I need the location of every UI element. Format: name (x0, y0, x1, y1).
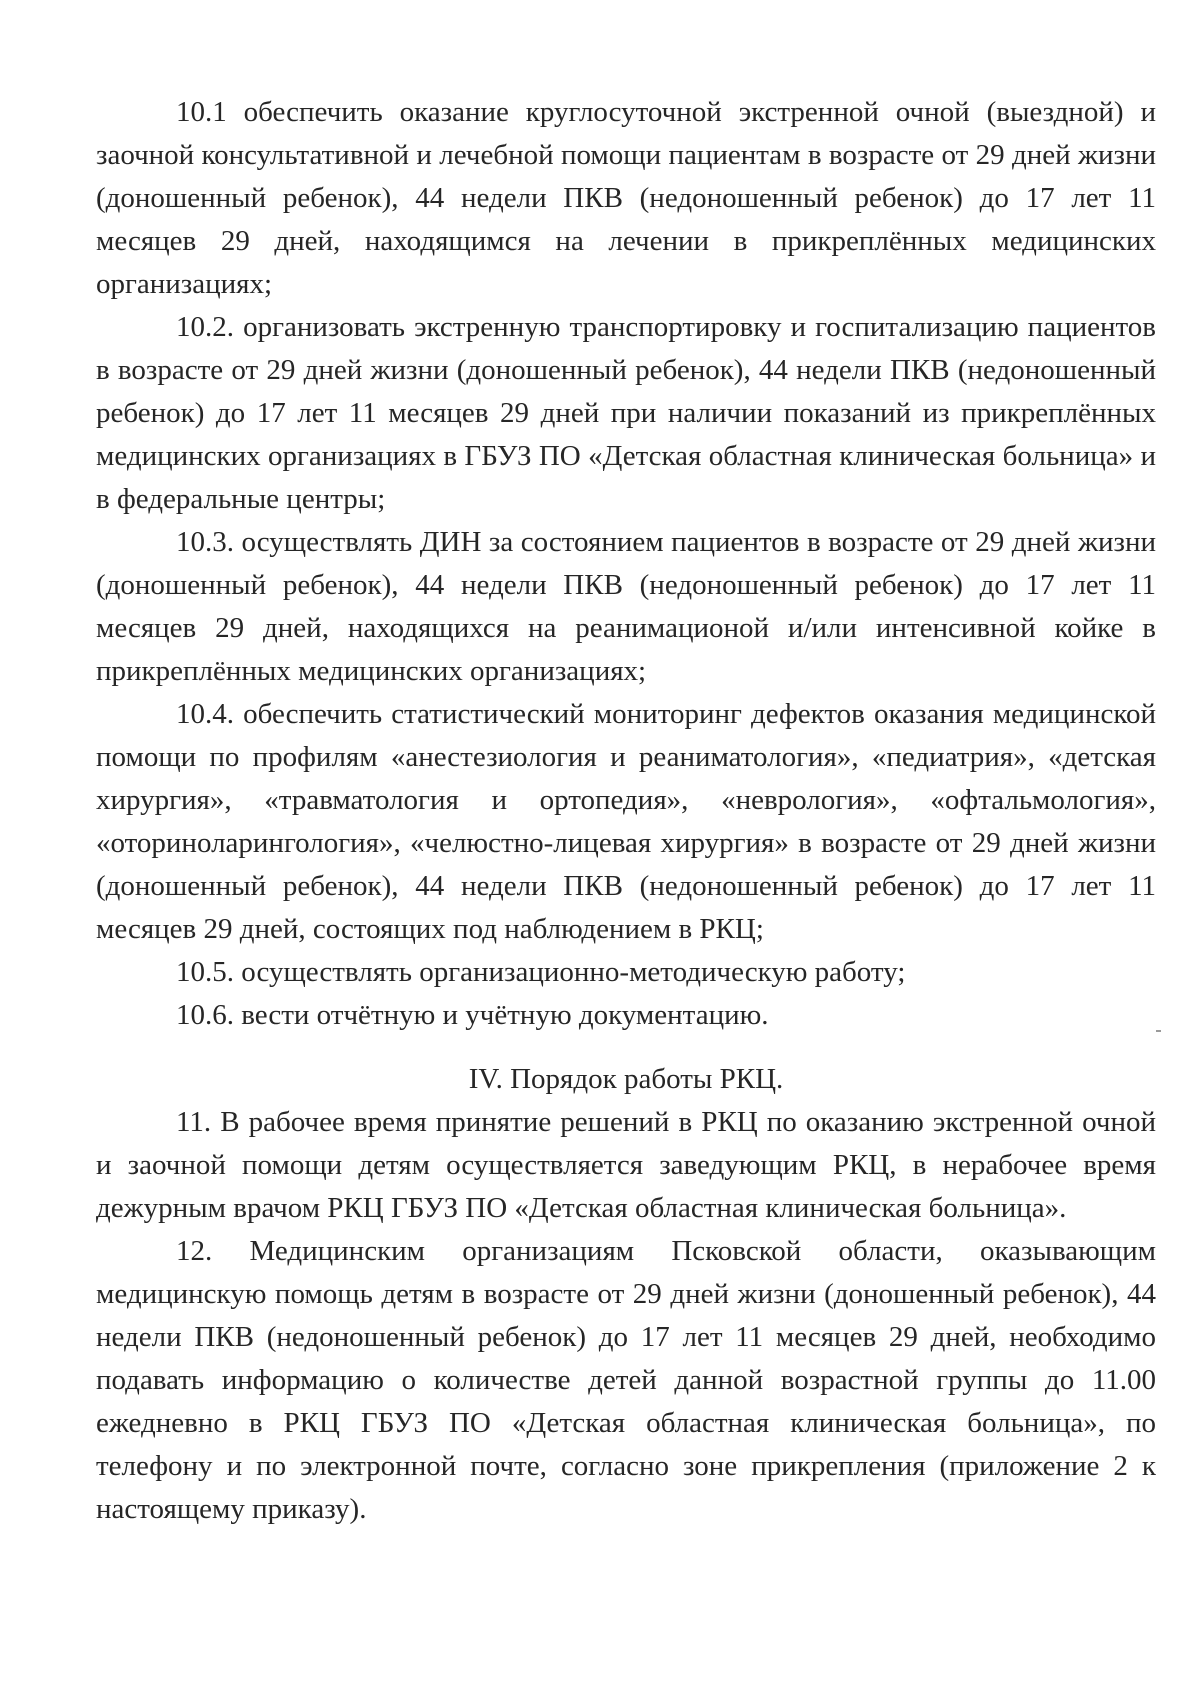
paragraph-10-1: 10.1 обеспечить оказание круглосуточной экстренной очной (выездной) и заочной консультативной и лечебной помощи пациентам в возрасте от 29 дней жизни (доношенный ребенок), 44 недели ПКВ (недоношенный ребенок) до 17 лет 11 месяцев 29 дней, находящимся на лечении в прикреплённых медицинских организациях; (96, 96, 1156, 300)
paragraph-10-5: 10.5. осуществлять организационно-методическую работу; (176, 956, 906, 988)
paragraph-12: 12. Медицинским организациям Псковской области, оказывающим медицинскую помощь детям в возрасте от 29 дней жизни (доношенный ребенок), 44 недели ПКВ (недоношенный ребенок) до 17 лет 11 месяцев 29 дней, необходимо подавать информацию о количестве детей данной возрастной группы до 11.00 ежедневно в РКЦ ГБУЗ ПО «Детская областная клиническая больница», по телефону и по электронной почте, согласно зоне прикрепления (приложение 2 к настоящему приказу). (96, 1235, 1156, 1525)
paragraph-10-4: 10.4. обеспечить статистический мониторинг дефектов оказания медицинской помощи по профилям «анестезиология и реаниматология», «педиатрия», «детская хирургия», «травматология и ортопедия», «неврология», «офтальмология», «оториноларингология», «челюстно-лицевая хирургия» в возрасте от 29 дней жизни (доношенный ребенок), 44 недели ПКВ (недоношенный ребенок) до 17 лет 11 месяцев 29 дней, состоящих под наблюдением в РКЦ; (96, 698, 1156, 945)
paragraph-10-2: 10.2. организовать экстренную транспортировку и госпитализацию пациентов в возрасте от 29 дней жизни (доношенный ребенок), 44 недели ПКВ (недоношенный ребенок) до 17 лет 11 месяцев 29 дней при наличии показаний из прикреплённых медицинских организациях в ГБУЗ ПО «Детская областная клиническая больница» и в федеральные центры; (96, 311, 1156, 515)
paragraph-10-3: 10.3. осуществлять ДИН за состоянием пациентов в возрасте от 29 дней жизни (доношенный ребенок), 44 недели ПКВ (недоношенный ребенок) до 17 лет 11 месяцев 29 дней, находящихся на реанимационой и/или интенсивной койке в прикреплённых медицинских организациях; (96, 526, 1156, 687)
paragraph-10-6: 10.6. вести отчётную и учётную документацию. (176, 999, 769, 1031)
paragraph-11: 11. В рабочее время принятие решений в РКЦ по оказанию экстренной очной и заочной помощи детям осуществляется заведующим РКЦ, в нерабочее время дежурным врачом РКЦ ГБУЗ ПО «Детская областная клиническая больница». (96, 1106, 1156, 1224)
document-body (96, 91, 1156, 1531)
section-heading: IV. Порядок работы РКЦ. (468, 1063, 784, 1095)
scan-artifact-mark (1156, 1030, 1161, 1032)
